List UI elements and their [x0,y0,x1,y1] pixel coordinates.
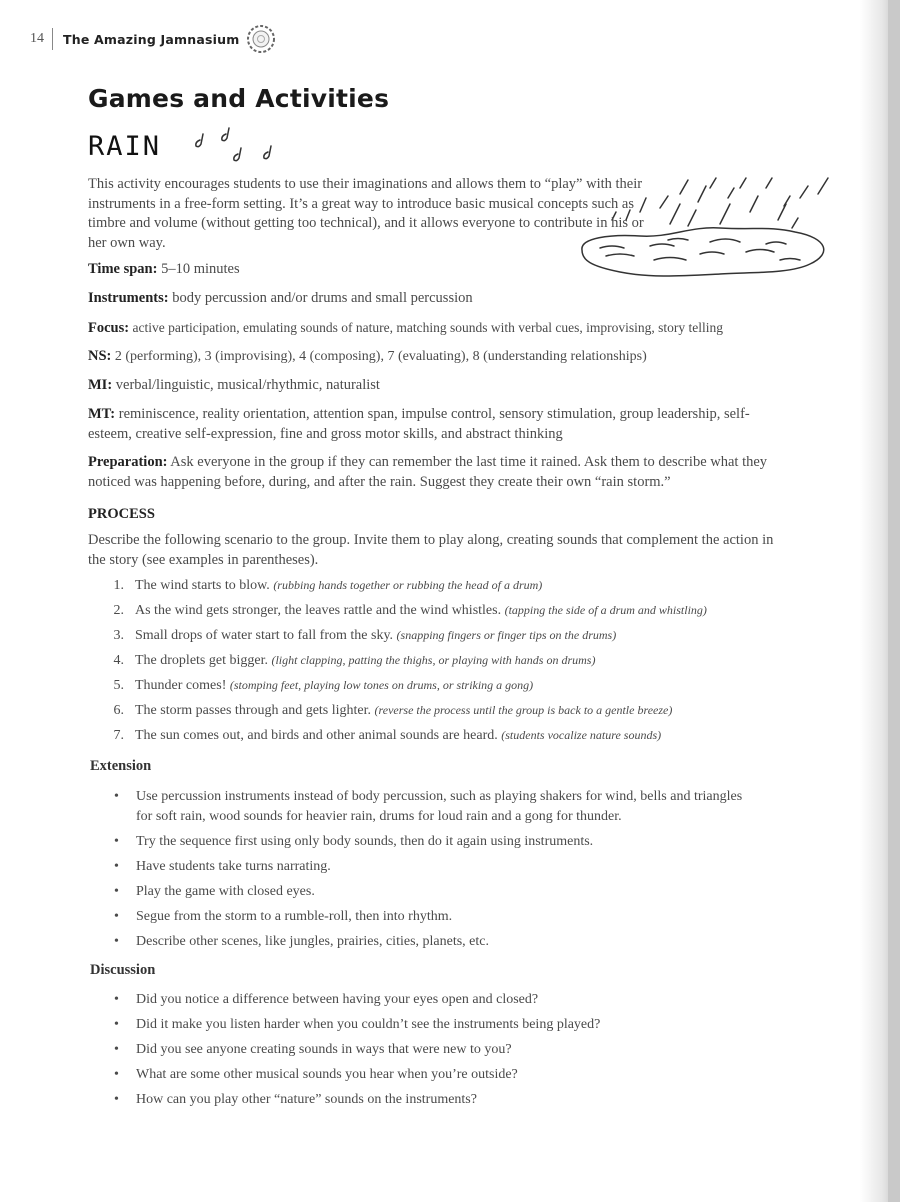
discussion-item-text: Did you notice a difference between having your eyes open and closed? [136,992,539,1007]
step-text: The wind starts to blow. [135,578,270,593]
step-number: 3. [113,628,124,643]
extension-item-text: Segue from the storm to a rumble-roll, then into rhythm. [136,908,453,924]
process-steps-list [88,573,707,748]
process-step [88,673,707,698]
bullet-icon: • [114,1042,119,1057]
page-number: 14 [30,31,44,46]
discussion-item [114,990,774,1010]
raindrops-icon [186,124,286,168]
step-example: (stomping feet, playing low tones on drums, or striking a gong) [229,678,534,692]
bullet-icon: • [114,883,119,899]
bullet-icon: • [114,858,119,874]
focus-label: Focus: [88,320,130,336]
step-example: (students vocalize nature sounds) [501,728,662,742]
book-title: The Amazing Jamnasium [63,31,240,47]
bullet-icon: • [114,1017,119,1032]
step-text: The storm passes through and gets lighter. [135,703,372,718]
step-example: (snapping fingers or finger tips on the drums) [396,628,617,642]
instruments-value: body percussion and/or drums and small percussion [172,290,473,306]
step-example: (tapping the side of a drum and whistling) [504,603,707,617]
extension-item [114,832,754,852]
bullet-icon: • [114,1067,119,1082]
time-span-value: 5–10 minutes [161,261,240,277]
time-span-label: Time span: [88,261,158,277]
extension-item [114,882,754,902]
preparation-label: Preparation: [88,454,168,470]
discussion-item-text: Did it make you listen harder when you couldn’t see the instruments being played? [136,1017,601,1032]
step-number: 7. [113,728,124,743]
process-step [88,623,707,648]
mi-value: verbal/linguistic, musical/rhythmic, naturalist [115,377,380,393]
preparation-field [88,453,788,492]
intro-paragraph: This activity encourages students to use their imaginations and allows them to “play” with their instruments in a free-form setting. It’s a great way to introduce basic musical concepts such as timbre and volume (without getting too technical), and it allows everyone to contribute in his or her own way. [88,176,644,251]
discussion-item-text: What are some other musical sounds you hear when you’re outside? [136,1067,518,1082]
discussion-item [114,1065,774,1085]
focus-field [88,318,808,339]
bullet-icon: • [114,992,119,1007]
header-divider [52,28,53,50]
step-text: The sun comes out, and birds and other animal sounds are heard. [135,728,498,743]
discussion-heading: Discussion [90,962,156,978]
mi-field [88,376,788,396]
extension-heading: Extension [90,758,152,774]
mt-value: reminiscence, reality orientation, attention span, impulse control, sensory stimulation, group leadership, self-esteem, creative self-expression, fine and gross motor skills, and abstract thinking [88,406,750,442]
step-example: (rubbing hands together or rubbing the head of a drum) [273,578,543,592]
discussion-list [114,990,774,1115]
ns-label: NS: [88,348,112,364]
process-step [88,723,707,748]
process-step [88,698,707,723]
discussion-item [114,1090,774,1110]
discussion-item [114,1015,774,1035]
extension-list [114,787,754,957]
extension-item-text: Try the sequence first using only body sounds, then do it again using instruments. [136,833,594,849]
extension-item [114,857,754,877]
step-number: 5. [113,678,124,693]
activity-title: RAIN [88,131,162,162]
preparation-value: Ask everyone in the group if they can remember the last time it rained. Ask them to describe what they noticed was happening before, during, and after the rain. Suggest they create their own “rain storm.” [88,454,768,490]
process-heading: PROCESS [88,506,155,522]
process-intro: Describe the following scenario to the group. Invite them to play along, creating sounds that complement the action in the story (see examples in parentheses). [88,532,774,568]
mt-label: MT: [88,406,116,422]
extension-item-text: Describe other scenes, like jungles, prairies, cities, planets, etc. [136,933,489,949]
step-number: 1. [113,578,124,593]
process-step [88,573,707,598]
extension-item [114,932,754,952]
step-text: Small drops of water start to fall from the sky. [135,628,394,643]
step-text: The droplets get bigger. [135,653,268,668]
instruments-field [88,289,788,309]
bullet-icon: • [114,1092,119,1107]
ns-value: 2 (performing), 3 (improvising), 4 (composing), 7 (evaluating), 8 (understanding relationships) [114,349,647,364]
process-step [88,648,707,673]
section-title: Games and Activities [88,84,390,113]
step-text: Thunder comes! [135,678,227,693]
step-example: (light clapping, patting the thighs, or playing with hands on drums) [271,653,596,667]
extension-item-text: Have students take turns narrating. [136,858,331,874]
bullet-icon: • [114,933,119,949]
running-header [30,27,277,51]
step-number: 4. [113,653,124,668]
extension-item-text: Play the game with closed eyes. [136,883,315,899]
discussion-item-text: How can you play other “nature” sounds on the instruments? [136,1092,477,1107]
step-number: 6. [113,703,124,718]
step-text: As the wind gets stronger, the leaves rattle and the wind whistles. [135,603,502,618]
time-span-field [88,260,788,280]
discussion-item-text: Did you see anyone creating sounds in ways that were new to you? [136,1042,512,1057]
extension-item [114,787,754,826]
bullet-icon: • [114,789,119,804]
mt-field [88,405,793,444]
extension-item [114,907,754,927]
bullet-icon: • [114,833,119,849]
page-edge [888,0,900,1202]
bullet-icon: • [114,908,119,924]
discussion-item [114,1040,774,1060]
focus-value: active participation, emulating sounds of nature, matching sounds with verbal cues, improvising, story telling [132,320,723,335]
step-number: 2. [113,603,124,618]
drum-logo-icon [245,23,277,55]
ns-field [88,347,808,367]
instruments-label: Instruments: [88,290,169,306]
extension-item-text: Use percussion instruments instead of body percussion, such as playing shakers for wind, bells and triangles for soft rain, wood sounds for heavier rain, drums for loud rain and a gong for thunder. [136,789,743,824]
step-example: (reverse the process until the group is back to a gentle breeze) [374,703,673,717]
mi-label: MI: [88,377,113,393]
process-step [88,598,707,623]
